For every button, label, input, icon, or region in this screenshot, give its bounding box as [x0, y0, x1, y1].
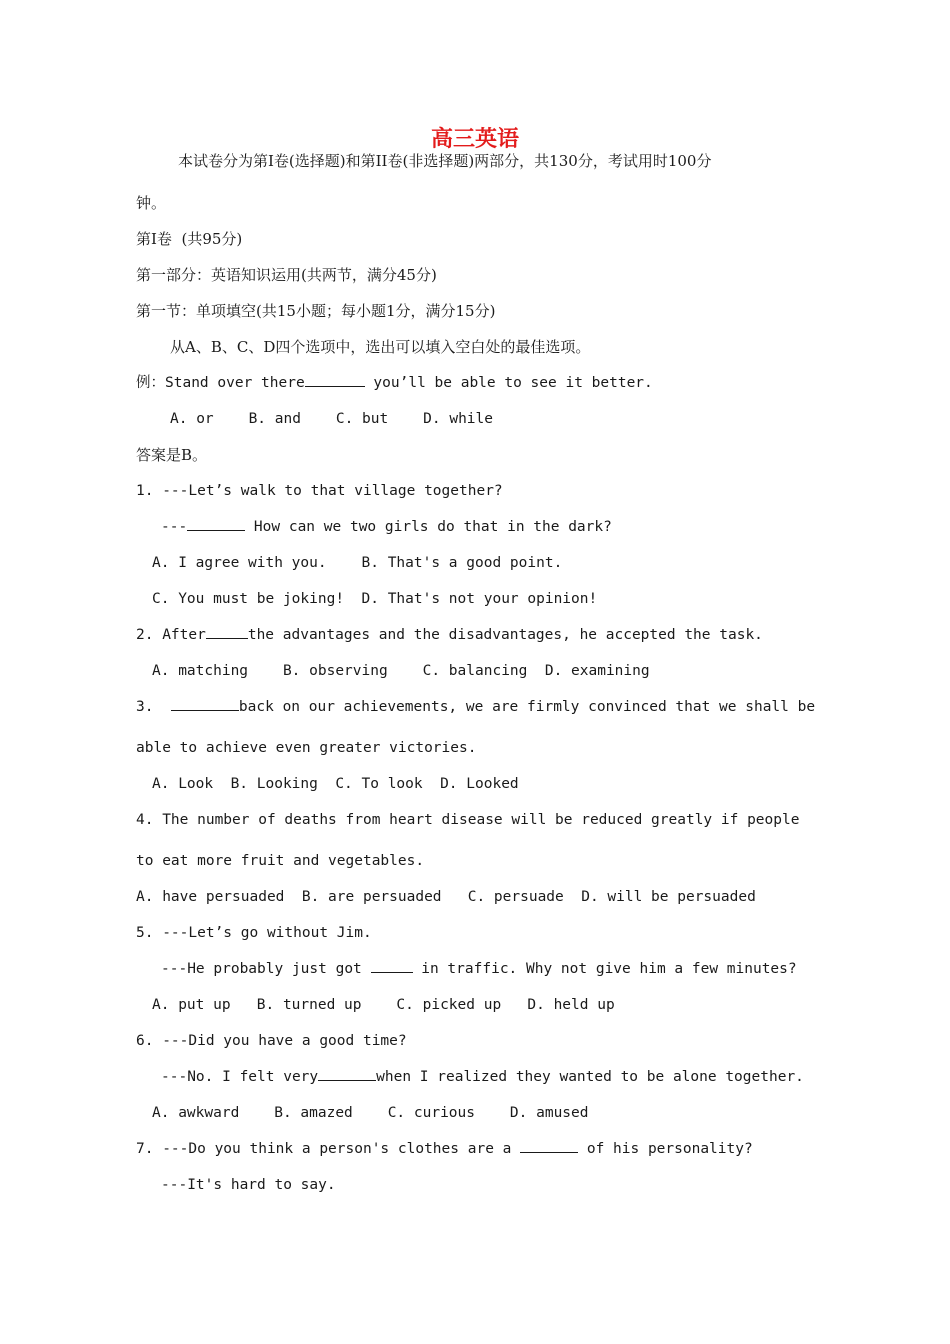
question-5-line-2: [161, 958, 797, 980]
page-title: 高三英语: [430, 127, 519, 152]
question-1-dashes: ---: [161, 519, 188, 535]
question-6-options: A. awkward B. amazed C. curious D. amused: [152, 1105, 589, 1121]
question-1-options-1: A. I agree with you. B. That's a good point.: [152, 555, 563, 571]
question-2-after: the advantages and the disadvantages, he accepted the task.: [247, 627, 763, 643]
question-7-after: of his personality?: [578, 1141, 753, 1157]
question-4-line-2: to eat more fruit and vegetables.: [136, 853, 425, 869]
question-3-after: back on our achievements, we are firmly convinced that we shall be: [238, 699, 816, 715]
subsection-header: 第一节：单项填空(共15小题；每小题1分，满分15分): [136, 302, 496, 320]
intro-line-2: 钟。: [136, 194, 167, 212]
question-4-line-1: 4. The number of deaths from heart disease will be reduced greatly if people: [136, 812, 800, 828]
question-1-line-2-text: How can we two girls do that in the dark?: [245, 519, 612, 535]
question-5-before: ---He probably just got: [161, 961, 371, 977]
question-2-options: A. matching B. observing C. balancing D. examining: [152, 663, 650, 679]
part1-header: 第Ⅰ卷 (共95分): [136, 230, 243, 248]
question-3-before: 3.: [136, 699, 171, 715]
question-1-options-2: C. You must be joking! D. That's not your opinion!: [152, 591, 598, 607]
answer-blank: [206, 624, 248, 639]
answer-blank: [520, 1138, 578, 1153]
question-7-before: 7. ---Do you think a person's clothes are a: [136, 1141, 521, 1157]
question-6-before: ---No. I felt very: [161, 1069, 319, 1085]
answer-blank: [305, 372, 365, 387]
question-1-line-1: 1. ---Let’s walk to that village together?: [136, 483, 503, 499]
example-options: A. or B. and C. but D. while: [170, 411, 494, 427]
question-6-line-1: 6. ---Did you have a good time?: [136, 1033, 407, 1049]
intro-line-1: 本试卷分为第Ⅰ卷(选择题)和第II卷(非选择题)两部分，共130分，考试用时100分: [178, 152, 712, 170]
question-2-before: 2. After: [136, 627, 206, 643]
example-stem-after: you’ll be able to see it better.: [364, 375, 653, 391]
question-7-line-1: [136, 1138, 753, 1160]
instruction-text: 从A、B、C、D四个选项中，选出可以填入空白处的最佳选项。: [170, 338, 591, 356]
question-3-line-2: able to achieve even greater victories.: [136, 740, 477, 756]
question-7-line-2: ---It's hard to say.: [161, 1177, 336, 1193]
question-3-options: A. Look B. Looking C. To look D. Looked: [152, 776, 519, 792]
question-5-line-1: 5. ---Let’s go without Jim.: [136, 925, 372, 941]
question-1-line-2: [161, 516, 612, 538]
question-6-after: when I realized they wanted to be alone together.: [376, 1069, 804, 1085]
answer-blank: [371, 958, 413, 973]
section-header: 第一部分：英语知识运用(共两节，满分45分): [136, 266, 437, 284]
answer-blank: [171, 696, 239, 711]
question-4-options: A. have persuaded B. are persuaded C. persuade D. will be persuaded: [136, 889, 756, 905]
question-5-options: A. put up B. turned up C. picked up D. held up: [152, 997, 615, 1013]
answer-blank: [187, 516, 245, 531]
question-5-after: in traffic. Why not give him a few minutes?: [412, 961, 797, 977]
example-stem: [136, 372, 653, 394]
question-2-stem: [136, 624, 763, 646]
example-answer: 答案是B。: [136, 446, 208, 464]
example-stem-before: 例：Stand over there: [136, 375, 305, 391]
answer-blank: [318, 1066, 376, 1081]
question-3-stem: [136, 696, 815, 718]
question-6-line-2: [161, 1066, 804, 1088]
